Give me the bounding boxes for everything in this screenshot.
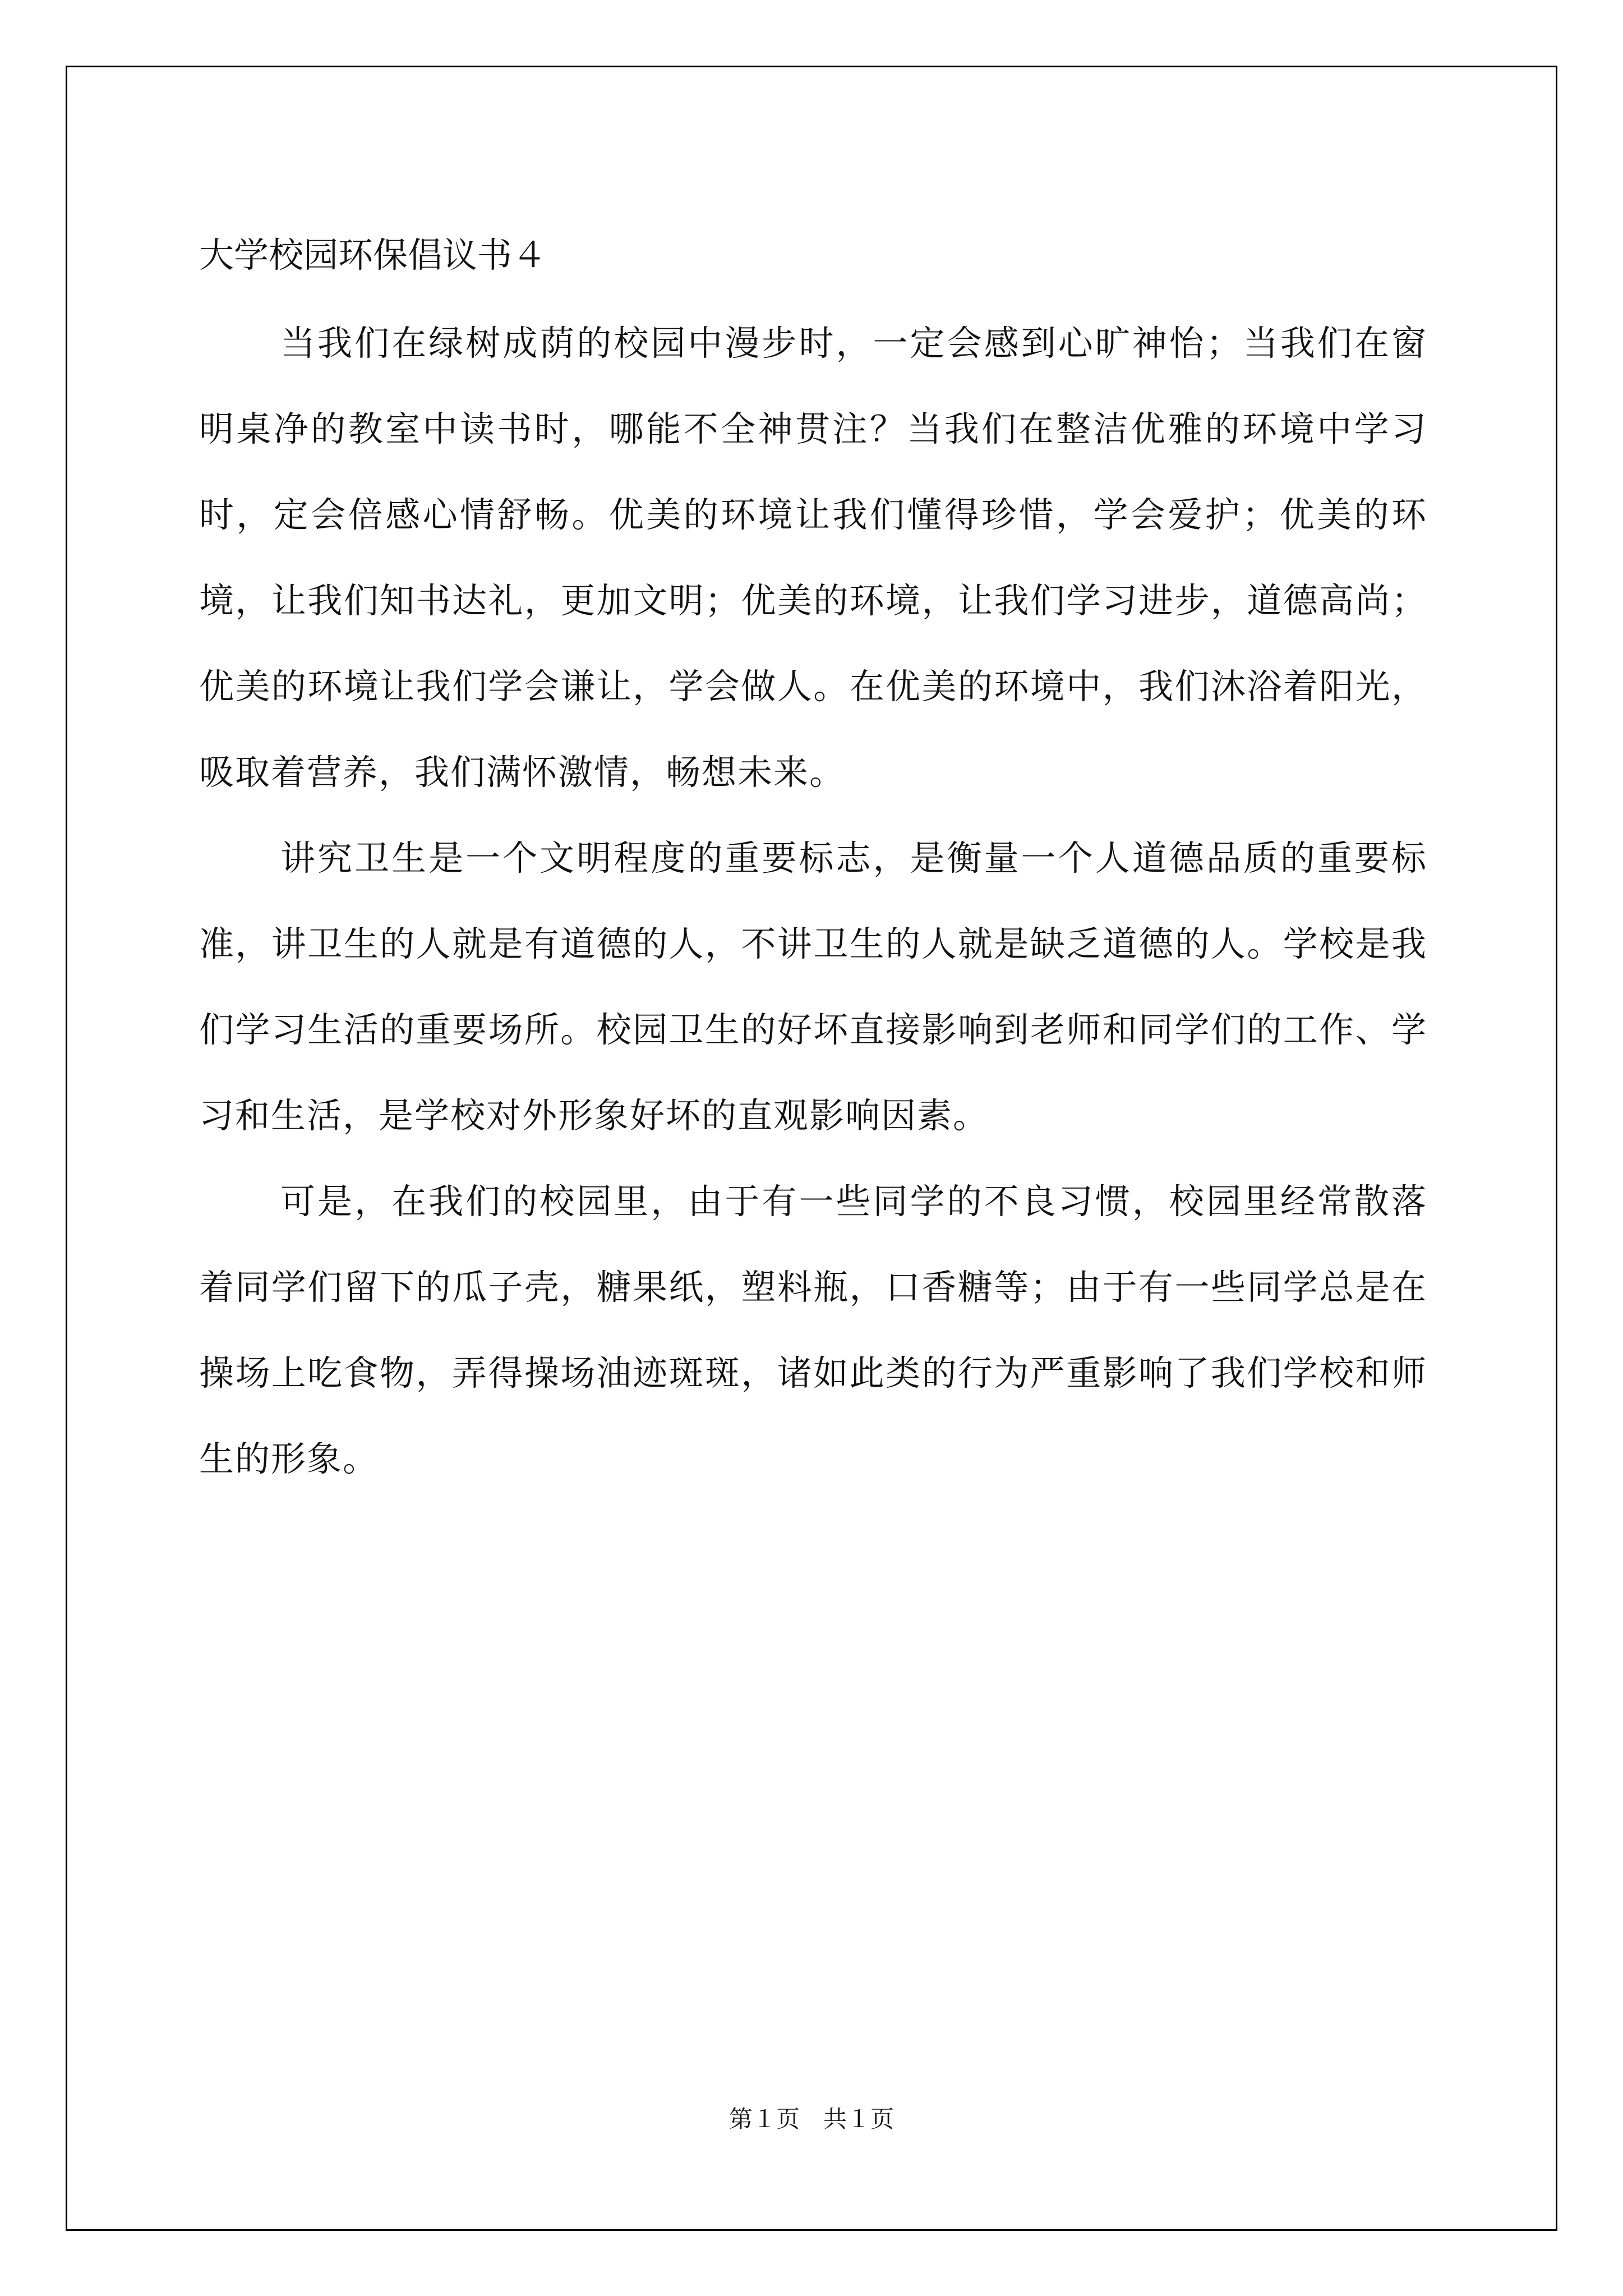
document-body	[199, 213, 1427, 1502]
paragraph-2: 讲究卫生是一个文明程度的重要标志，是衡量一个人道德品质的重要标准，讲卫生的人就是有道德的人，不讲卫生的人就是缺乏道德的人。学校是我们学习生活的重要场所。校园卫生的好坏直接影响到老师和同学们的工作、学习和生活，是学校对外形象好坏的直观影响因素。	[199, 838, 1427, 1136]
document-title: 大学校园环保倡议书４	[199, 234, 547, 275]
page-number: 第１页 共１页	[728, 2105, 894, 2133]
paragraph-1: 当我们在绿树成荫的校园中漫步时，一定会感到心旷神怡；当我们在窗明桌净的教室中读书时，哪能不全神贯注？当我们在整洁优雅的环境中学习时，定会倍感心情舒畅。优美的环境让我们懂得珍惜，学会爱护；优美的环境，让我们知书达礼，更加文明；优美的环境，让我们学习进步，道德高尚；优美的环境让我们学会谦让，学会做人。在优美的环境中，我们沐浴着阳光，吸取着营养，我们满怀激情，畅想未来。	[199, 323, 1427, 793]
page-footer	[0, 2101, 1623, 2134]
paragraph-3: 可是，在我们的校园里，由于有一些同学的不良习惯，校园里经常散落着同学们留下的瓜子壳，糖果纸，塑料瓶，口香糖等；由于有一些同学总是在操场上吃食物，弄得操场油迹斑斑，诸如此类的行为严重影响了我们学校和师生的形象。	[199, 1181, 1427, 1479]
